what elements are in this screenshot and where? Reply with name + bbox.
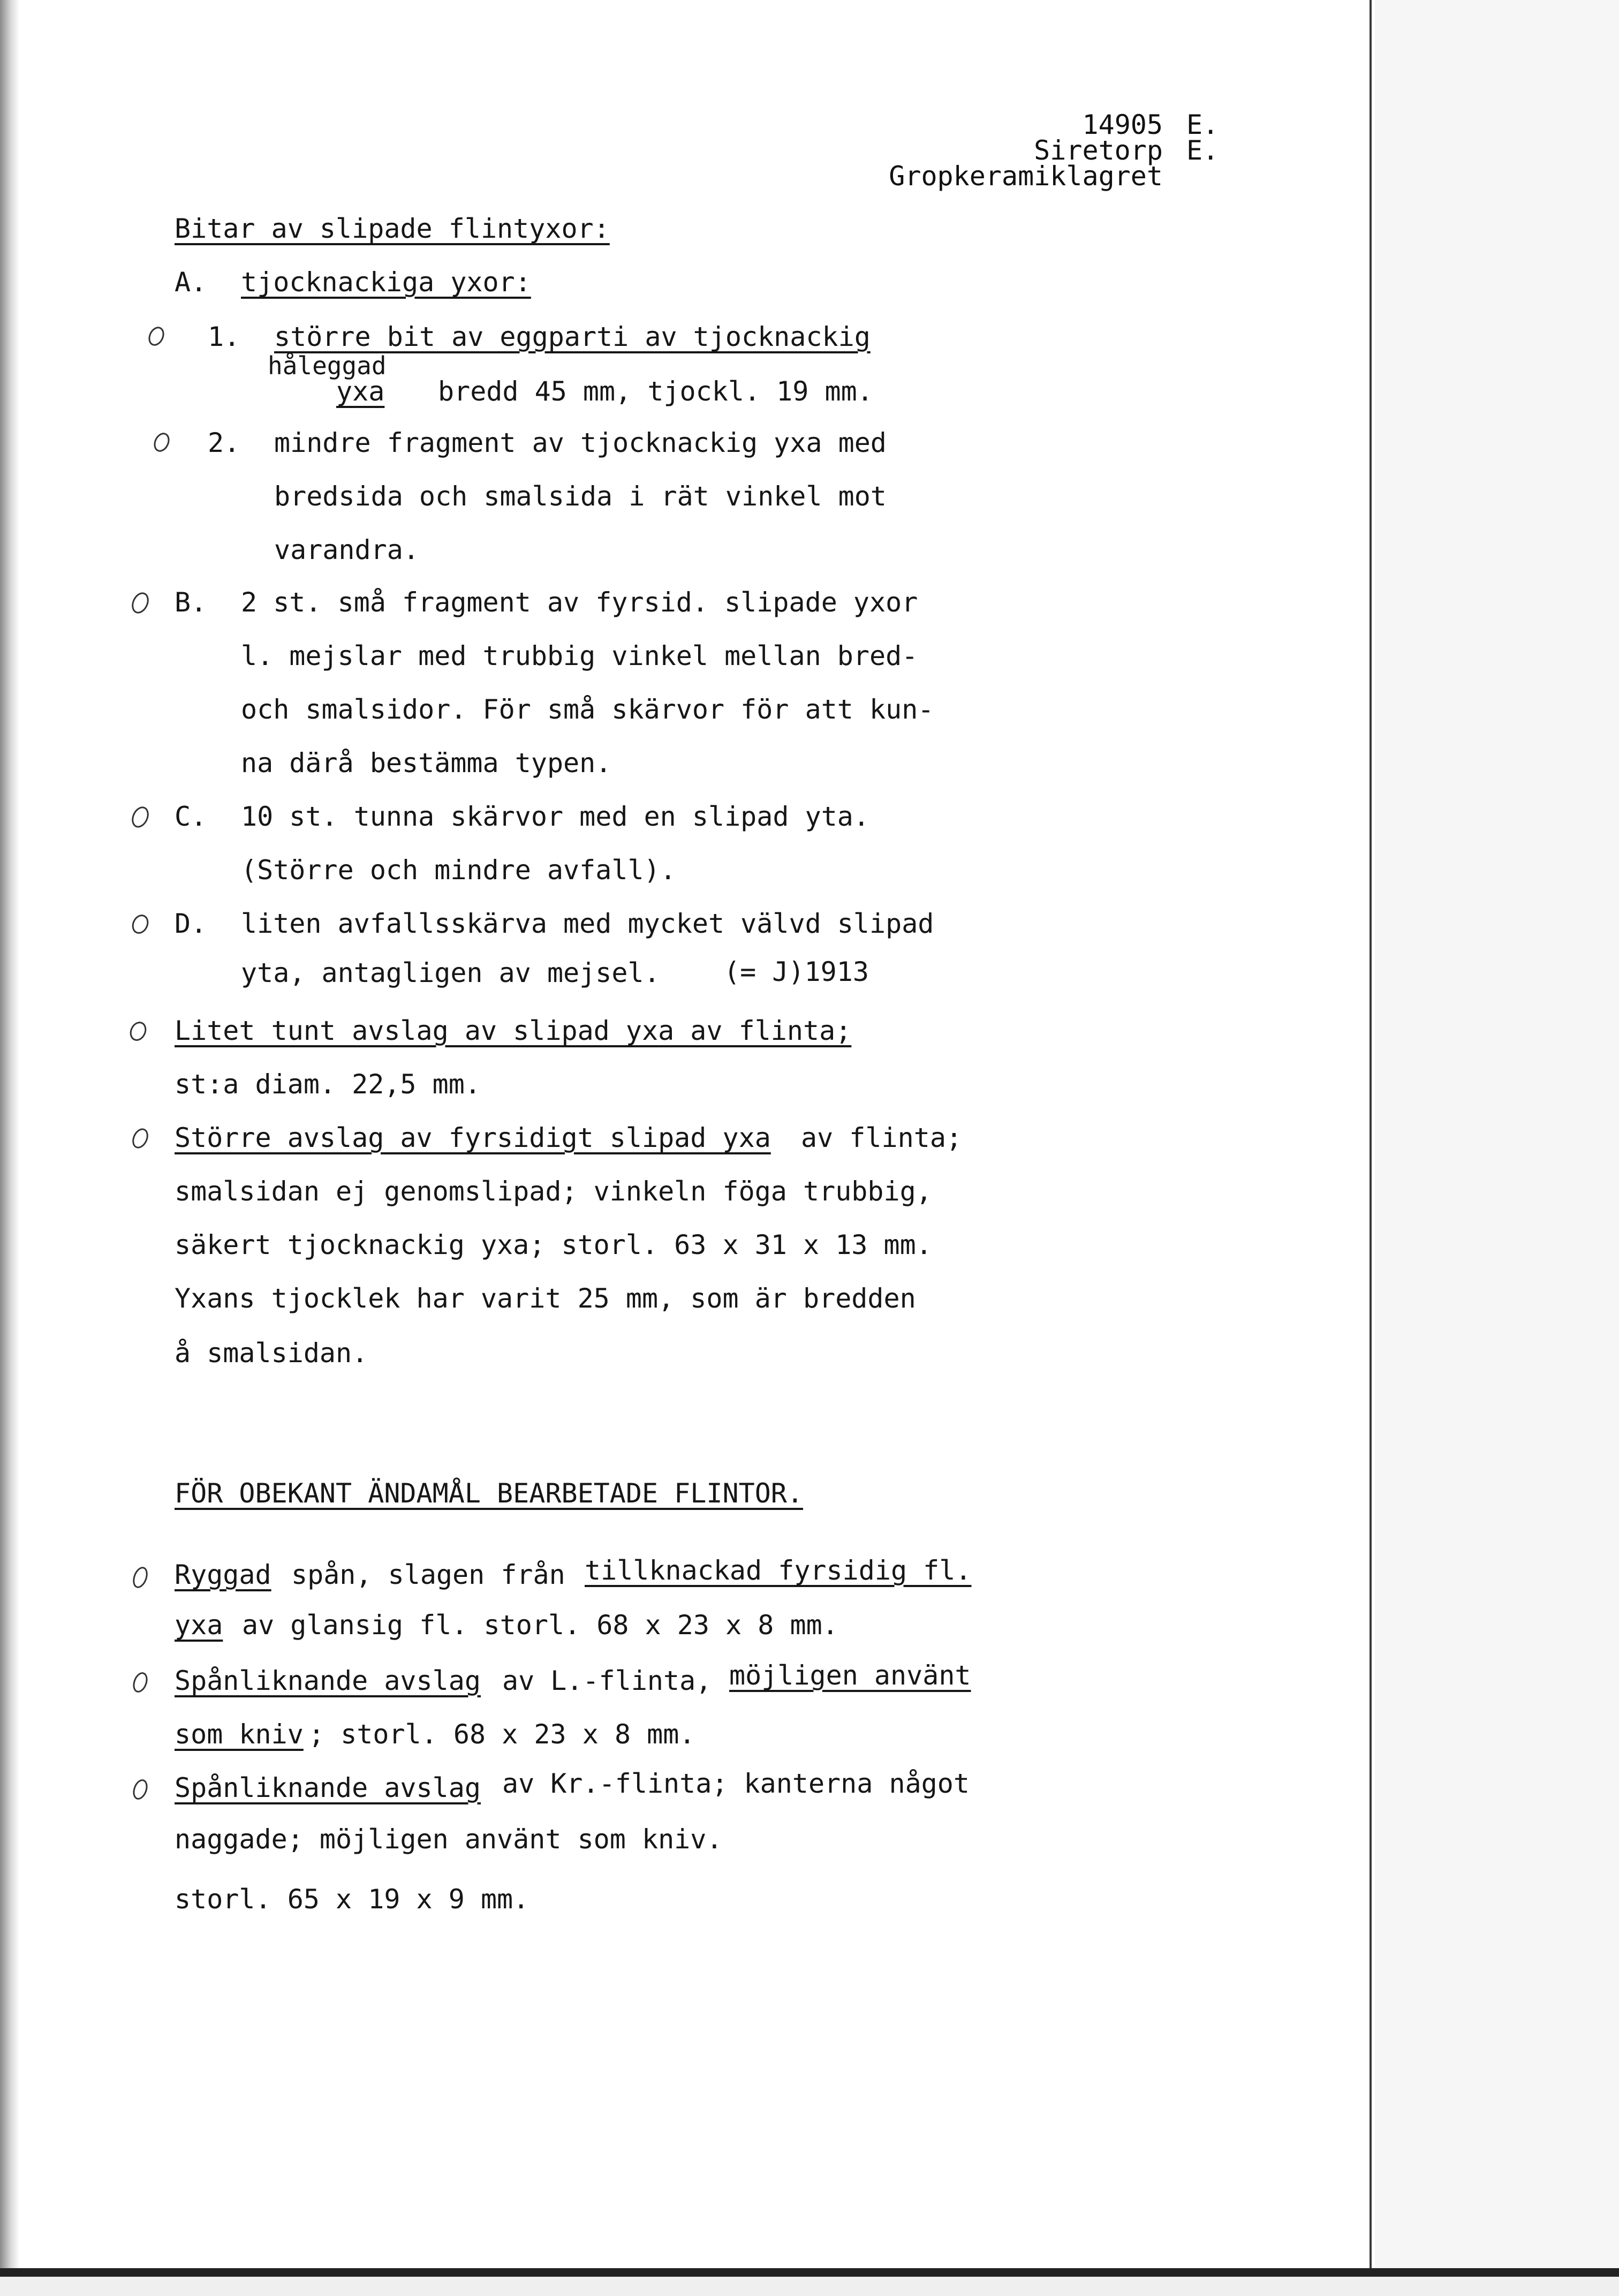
item-storre-line4: Yxans tjocklek har varit 25 mm, som är bredden bbox=[175, 1283, 916, 1314]
scan-bottom-margin bbox=[0, 2277, 1619, 2296]
margin-mark bbox=[145, 324, 168, 348]
margin-mark bbox=[150, 430, 173, 454]
margin-mark bbox=[128, 805, 152, 829]
site-name: Siretorp bbox=[1034, 135, 1163, 166]
item-a1-word: yxa bbox=[336, 376, 385, 407]
group-c-label: C. bbox=[175, 801, 207, 832]
item-storre-line2: smalsidan ej genomslipad; vinkeln föga trubbig, bbox=[175, 1176, 932, 1207]
item-litet-line2: st:a diam. 22,5 mm. bbox=[175, 1069, 481, 1100]
item-a1-insertion: håleggad bbox=[268, 351, 387, 380]
group-b-line4: na därå bestämma typen. bbox=[241, 747, 612, 779]
group-b-line1: 2 st. små fragment av fyrsid. slipade yxor bbox=[241, 587, 918, 618]
section-title: Bitar av slipade flintyxor: bbox=[175, 213, 610, 244]
catalog-suffix-1: E. bbox=[1186, 109, 1219, 140]
group-d-line1: liten avfallsskärva med mycket välvd slipad bbox=[241, 908, 934, 939]
margin-mark bbox=[128, 1127, 152, 1150]
item-ryggad-line2-word: yxa bbox=[175, 1610, 223, 1641]
item-a2-line1: mindre fragment av tjocknackig yxa med bbox=[274, 427, 887, 458]
section-title: FÖR OBEKANT ÄNDAMÅL BEARBETADE FLINTOR. bbox=[175, 1478, 803, 1509]
catalog-suffix-2: E. bbox=[1186, 135, 1219, 166]
item-a1-number: 1. bbox=[208, 321, 240, 352]
item-spanlik-2-line2: naggade; möjligen använt som kniv. bbox=[175, 1824, 723, 1855]
group-b-line3: och smalsidor. För små skärvor för att kun- bbox=[241, 694, 934, 725]
scan-right-margin bbox=[1375, 0, 1619, 2296]
item-a2-line2: bredsida och smalsida i rät vinkel mot bbox=[274, 481, 887, 512]
margin-mark bbox=[128, 912, 152, 936]
group-a-label: A. bbox=[175, 267, 207, 298]
scan-right-edge bbox=[1370, 0, 1372, 2296]
margin-mark bbox=[128, 591, 152, 615]
group-b-label: B. bbox=[175, 587, 207, 618]
group-c-line2: (Större och mindre avfall). bbox=[241, 855, 676, 886]
item-storre-title: Större avslag av fyrsidigt slipad yxa bbox=[175, 1122, 771, 1153]
item-storre-line3: säkert tjocknackig yxa; storl. 63 x 31 x 13 mm. bbox=[175, 1229, 932, 1260]
item-storre-line5: å smalsidan. bbox=[175, 1338, 368, 1369]
scan-left-edge bbox=[0, 0, 19, 2296]
item-spanlik-2-line3: storl. 65 x 19 x 9 mm. bbox=[175, 1884, 529, 1915]
item-spanlik-1-title: Spånliknande avslag bbox=[175, 1665, 481, 1696]
item-litet-title: Litet tunt avslag av slipad yxa av flinta; bbox=[175, 1015, 852, 1046]
group-c-line1: 10 st. tunna skärvor med en slipad yta. bbox=[241, 801, 869, 832]
group-b-line2: l. mejslar med trubbig vinkel mellan bred- bbox=[241, 640, 918, 671]
layer-name: Gropkeramiklagret bbox=[889, 161, 1163, 192]
item-spanlik-1-text: av L.-flinta, bbox=[502, 1665, 712, 1696]
margin-mark bbox=[128, 1778, 152, 1801]
item-spanlik-2-title: Spånliknande avslag bbox=[175, 1772, 481, 1803]
group-d-line2: yta, antagligen av mejsel. bbox=[241, 957, 660, 988]
margin-mark bbox=[128, 1566, 152, 1589]
group-d-reference: (= J)1913 bbox=[724, 956, 869, 987]
item-storre-title-rest: av flinta; bbox=[801, 1122, 963, 1153]
group-d-label: D. bbox=[175, 908, 207, 939]
item-spanlik-1-line2-word: som kniv bbox=[175, 1719, 304, 1750]
item-ryggad-text: spån, slagen från bbox=[291, 1559, 565, 1590]
item-spanlik-1-line2: ; storl. 68 x 23 x 8 mm. bbox=[308, 1719, 695, 1750]
item-ryggad-line2: av glansig fl. storl. 68 x 23 x 8 mm. bbox=[242, 1610, 838, 1641]
item-spanlik-1-underlined: möjligen använt bbox=[729, 1660, 971, 1691]
item-ryggad-underlined: tillknackad fyrsidig fl. bbox=[585, 1555, 972, 1586]
scan-bottom-edge bbox=[0, 2268, 1619, 2277]
item-ryggad-word: Ryggad bbox=[175, 1559, 271, 1590]
catalog-number: 14905 bbox=[1082, 109, 1163, 140]
item-a2-number: 2. bbox=[208, 427, 240, 458]
margin-mark bbox=[126, 1019, 150, 1043]
item-a1-measurements: bredd 45 mm, tjockl. 19 mm. bbox=[438, 376, 873, 407]
group-a-title: tjocknackiga yxor: bbox=[241, 267, 531, 298]
margin-mark bbox=[128, 1671, 152, 1694]
item-a2-line3: varandra. bbox=[274, 534, 419, 565]
item-a1-line1: större bit av eggparti av tjocknackig bbox=[274, 321, 871, 352]
item-spanlik-2-text: av Kr.-flinta; kanterna något bbox=[502, 1768, 970, 1799]
